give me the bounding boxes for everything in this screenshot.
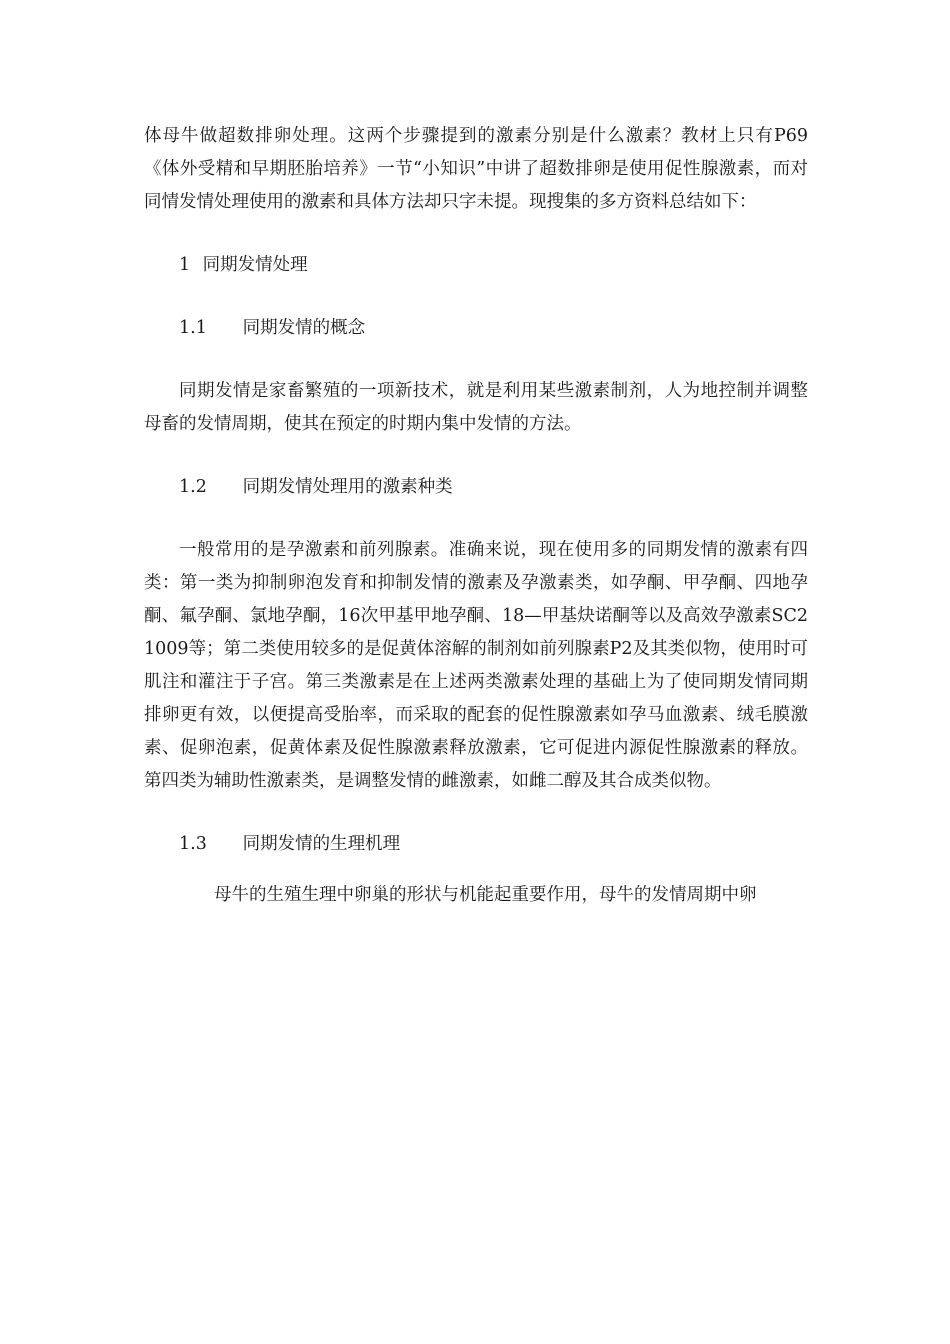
section-heading-1	[144, 249, 808, 282]
section-number: 1	[179, 255, 191, 275]
section-title: 同期发情处理用的激素种类	[242, 477, 453, 497]
section-title: 同期发情的生理机理	[242, 834, 401, 854]
section-number: 1.3	[179, 834, 207, 854]
document-body	[144, 120, 808, 942]
paragraph-1-2: 一般常用的是孕激素和前列腺素。准确来说，现在使用多的同期发情的激素有四类：第一类为抑制卵泡发育和抑制发情的激素及孕激素类，如孕酮、甲孕酮、四地孕酮、氟孕酮、氯地孕酮，16次甲基甲地孕酮、18—甲基炔诺酮等以及高效孕激素SC21009等；第二类使用较多的是促黄体溶解的制剂如前列腺素P2及其类似物，使用时可肌注和灌注于子宫。第三类激素是在上述两类激素处理的基础上为了使同期发情同期排卵更有效，以便提高受胎率，而采取的配套的促性腺激素如孕马血激素、绒毛膜激素、促卵泡素，促黄体素及促性腺激素释放激素，它可促进内源促性腺激素的释放。第四类为辅助性激素类，是调整发情的雌激素，如雌二醇及其合成类似物。	[144, 540, 808, 791]
section-heading-1-1	[144, 312, 808, 345]
section-number: 1.2	[179, 477, 207, 497]
section-title: 同期发情的概念	[242, 318, 366, 338]
section-number: 1.1	[179, 318, 207, 338]
section-title: 同期发情处理	[202, 255, 308, 275]
paragraph-1-3: 母牛的生殖生理中卵巢的形状与机能起重要作用，母牛的发情周期中卵	[214, 885, 757, 905]
intro-paragraph: 体母牛做超数排卵处理。这两个步骤提到的激素分别是什么激素？教材上只有P69《体外受精和早期胚胎培养》一节“小知识”中讲了超数排卵是使用促性腺激素，而对同情发情处理使用的激素和具体方法却只字未提。现搜集的多方资料总结如下：	[144, 126, 808, 212]
paragraph-1-1: 同期发情是家畜繁殖的一项新技术，就是利用某些激素制剂，人为地控制并调整母畜的发情周期，使其在预定的时期内集中发情的方法。	[144, 381, 808, 434]
section-heading-1-3	[144, 828, 808, 861]
section-heading-1-2	[144, 471, 808, 504]
